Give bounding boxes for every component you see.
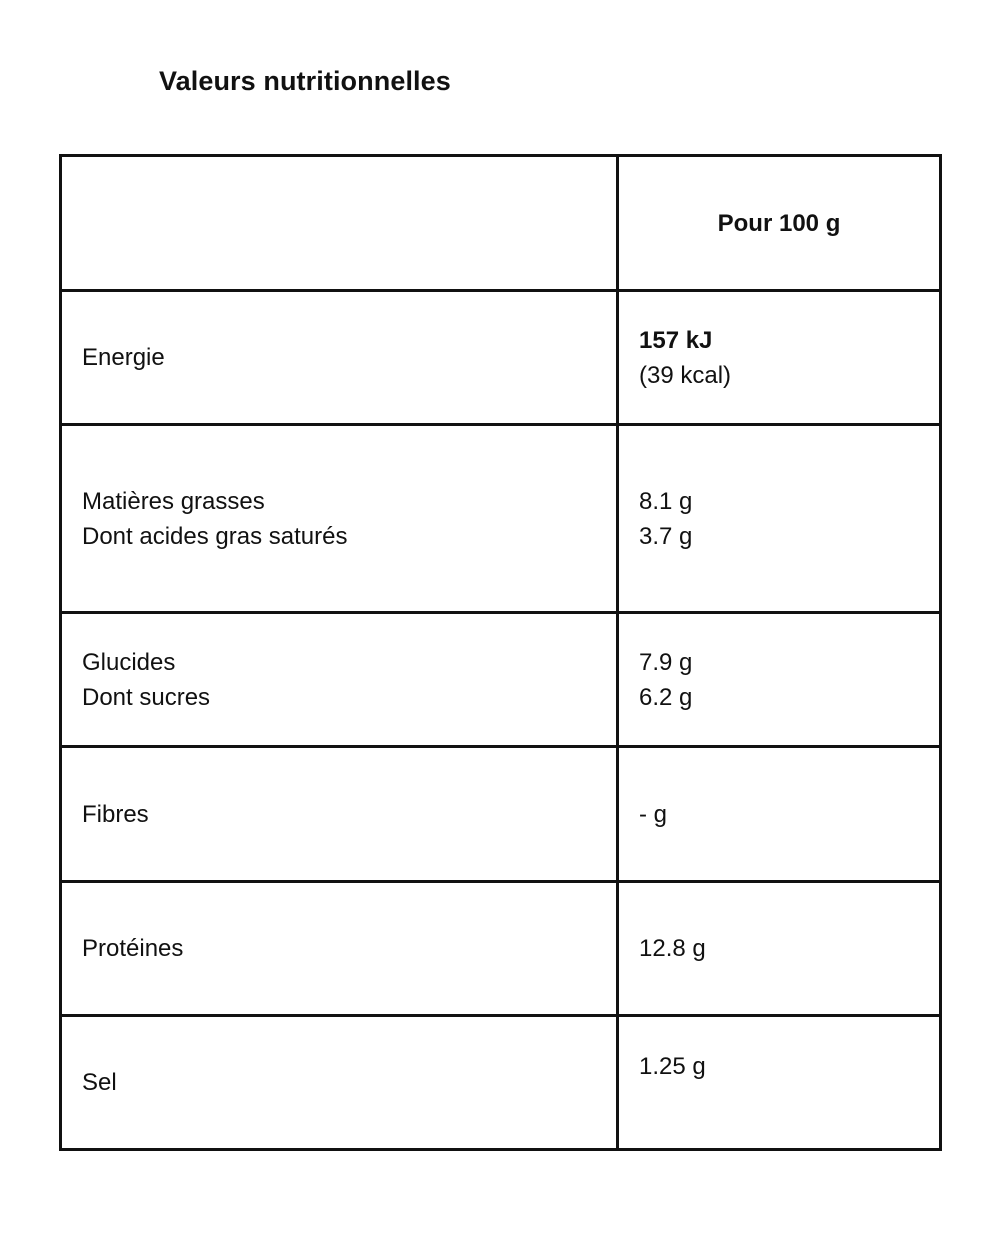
nutrient-value: - g [639,800,668,828]
energy-kj-value: 157 kJ [639,326,713,354]
table-row-sel [61,1016,941,1150]
row-label-cell [61,882,618,1016]
row-value-cell [618,613,941,747]
nutrient-label: Protéines [82,935,184,962]
table-row-matieres-grasses [61,425,941,613]
nutrient-label: Sel [82,1069,117,1096]
page-title: Valeurs nutritionnelles [159,66,451,96]
row-label-cell [61,291,618,425]
nutrient-subvalue: 6.2 g [639,683,693,711]
energy-kcal-value: (39 kcal) [639,361,732,389]
nutrient-label: Matières grasses [82,487,265,515]
nutrition-table [59,154,942,1151]
row-value-cell [618,747,941,882]
table-row-energie [61,291,941,425]
nutrient-subvalue: 3.7 g [639,522,693,550]
nutrient-value: 8.1 g [639,487,693,515]
row-label-cell [61,613,618,747]
table-row-glucides [61,613,941,747]
header-per-100g: Pour 100 g [618,156,941,291]
row-value-cell [618,882,941,1016]
row-value-cell [618,1016,941,1150]
nutrient-label: Energie [82,344,165,371]
table-row-proteines [61,882,941,1016]
nutrient-value: 7.9 g [639,648,693,676]
nutrient-value: 1.25 g [639,1053,706,1080]
row-value-cell [618,291,941,425]
row-label-cell [61,747,618,882]
row-value-cell [618,425,941,613]
nutrient-label: Fibres [82,800,149,828]
nutrient-sublabel: Dont sucres [82,683,211,711]
table-header-row [61,156,941,291]
nutrient-label: Glucides [82,648,176,676]
row-label-cell [61,425,618,613]
header-label-cell [61,156,618,291]
nutrient-sublabel: Dont acides gras saturés [82,522,348,550]
row-label-cell [61,1016,618,1150]
table-row-fibres [61,747,941,882]
nutrient-value: 12.8 g [639,935,706,962]
